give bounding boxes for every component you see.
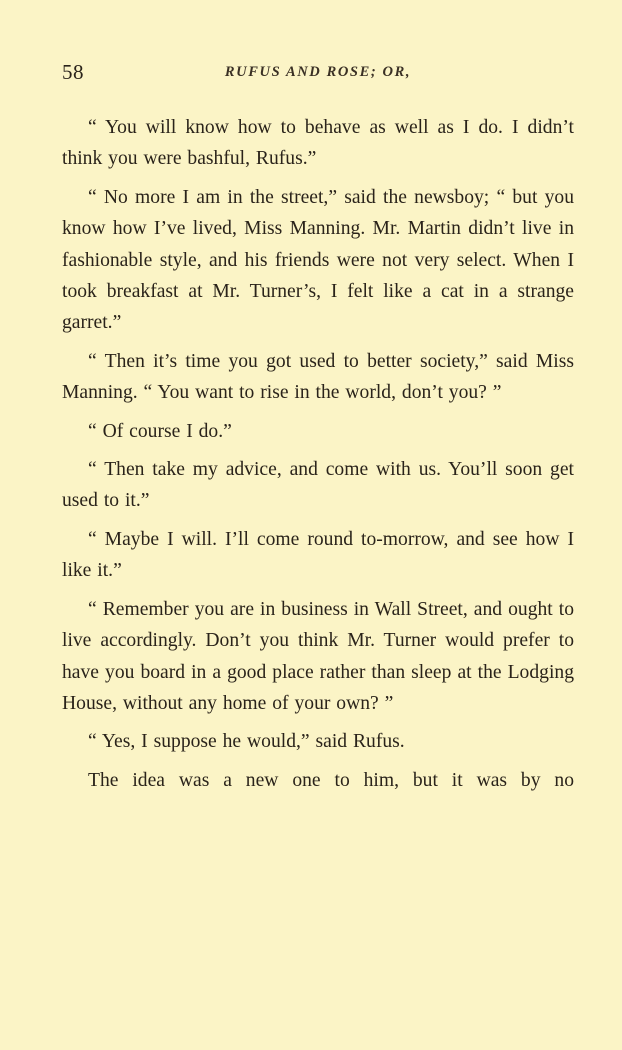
page-number: 58 [62,60,84,84]
paragraph: “ You will know how to behave as well as I do. I didn’t think you were bashful, Rufus.” [62,117,574,170]
paragraph-continued: The idea was a new one to him, but it was by no [88,769,574,791]
paragraph: “ Of course I do.” [88,420,232,442]
body-text [62,112,574,796]
paragraph: “ Maybe I will. I’ll come round to-morrow, and see how I like it.” [62,528,574,582]
paragraph: “ Remember you are in business in Wall Street, and ought to live accordingly. Don’t you think Mr. Turner would prefer to have you board in a good place rather than sleep at the Lodging House, without any home of your own? ” [62,598,574,714]
paragraph: “ No more I am in the street,” said the newsboy; “ but you know how I’ve lived, Miss Manning. Mr. Martin didn’t live in fashionable style, and his friends were not very select. When I took breakfast at Mr. Turner’s, I felt like a cat in a strange garret.” [62,186,574,334]
running-title: RUFUS AND ROSE; OR, [224,64,412,80]
paragraph: “ Then it’s time you got used to better society,” said Miss Manning. “ You want to rise in the world, don’t you? ” [62,350,574,404]
paragraph: “ Then take my advice, and come with us. You’ll soon get used to it.” [62,459,574,512]
paragraph: “ Yes, I suppose he would,” said Rufus. [88,731,405,753]
running-head [62,60,574,90]
